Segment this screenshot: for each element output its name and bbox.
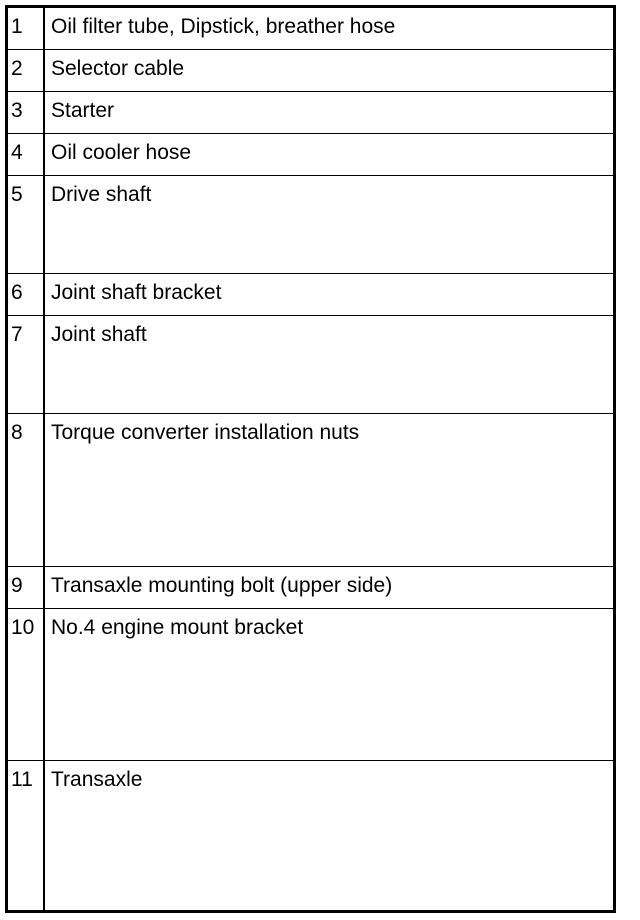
row-description: Oil cooler hose [51, 141, 192, 164]
row-number: 10 [8, 609, 45, 760]
table-row [8, 761, 613, 911]
table-row [8, 316, 613, 414]
table-row [8, 8, 613, 50]
table-row [8, 609, 613, 761]
row-description: Transaxle [51, 768, 143, 791]
row-description: Starter [51, 99, 115, 122]
row-number: 3 [8, 92, 45, 133]
row-number: 6 [8, 274, 45, 315]
row-description: Joint shaft [51, 323, 147, 346]
table-row [8, 274, 613, 316]
row-number: 11 [8, 761, 45, 911]
row-description: Transaxle mounting bolt (upper side) [51, 574, 393, 597]
row-description: Oil filter tube, Dipstick, breather hose [51, 15, 396, 38]
parts-table [5, 5, 616, 913]
row-number: 4 [8, 134, 45, 175]
row-description: No.4 engine mount bracket [51, 616, 304, 639]
table-row [8, 414, 613, 567]
row-number: 5 [8, 176, 45, 273]
table-row [8, 176, 613, 274]
row-description: Joint shaft bracket [51, 281, 222, 304]
row-description: Torque converter installation nuts [51, 421, 360, 444]
row-number: 7 [8, 316, 45, 413]
table-row [8, 92, 613, 134]
row-description: Selector cable [51, 57, 185, 80]
table-row [8, 134, 613, 176]
row-number: 1 [8, 8, 45, 49]
table-row [8, 50, 613, 92]
row-number: 9 [8, 567, 45, 608]
row-description: Drive shaft [51, 183, 152, 206]
row-number: 2 [8, 50, 45, 91]
row-number: 8 [8, 414, 45, 566]
table-row [8, 567, 613, 609]
